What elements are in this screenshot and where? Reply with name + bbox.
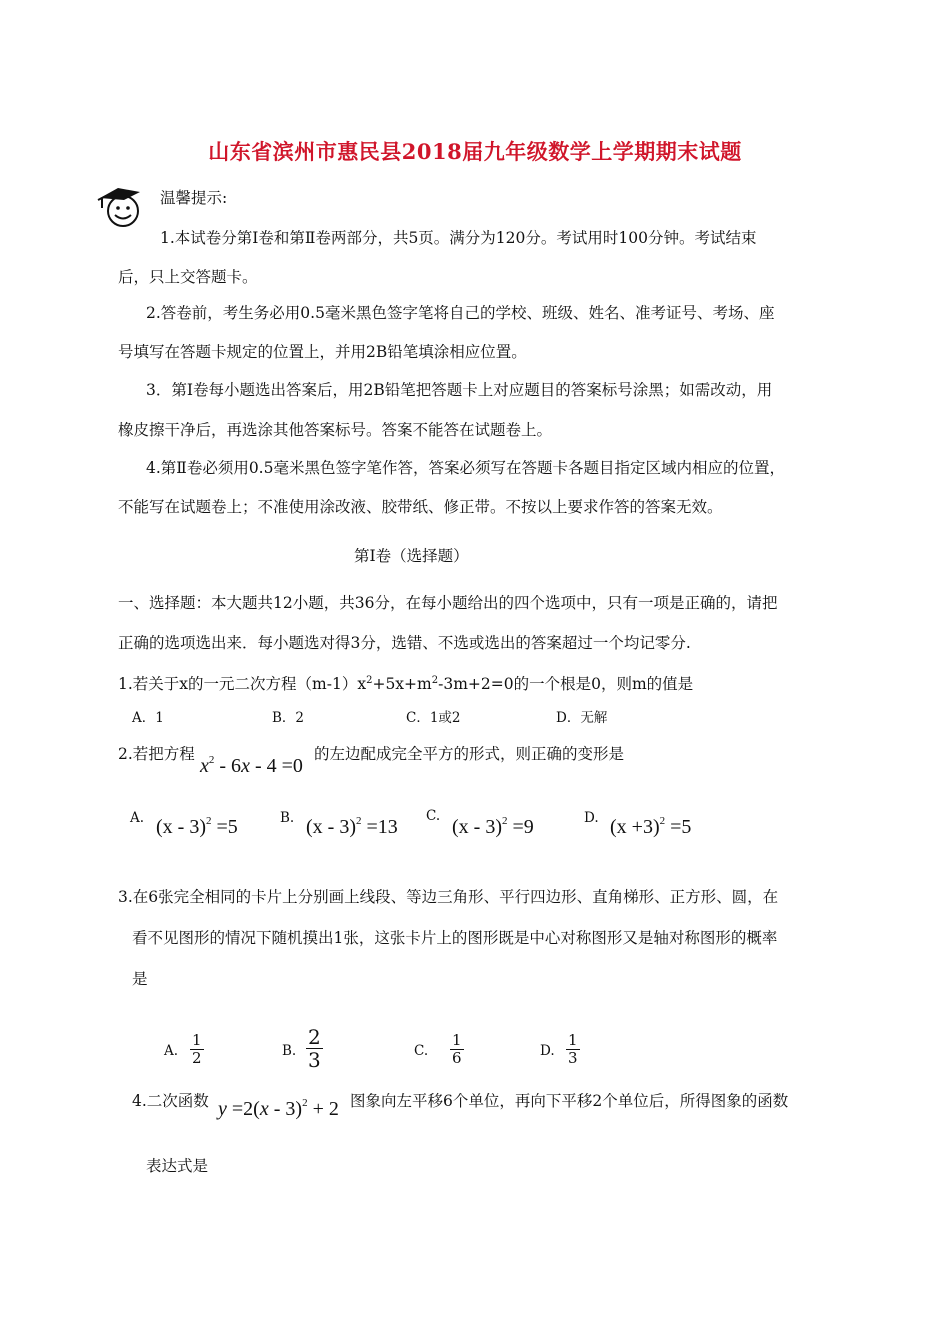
notice-item-3-line2: 橡皮擦干净后，再选涂其他答案标号。答案不能答在试题卷上。 bbox=[118, 421, 553, 439]
notice-item-1-line2: 后，只上交答题卡。 bbox=[118, 268, 258, 286]
q1-stem: 1.若关于x的一元二次方程$(m-1)x^2+5x+m^2-3m+2=0$的一个根是0，则m的值是 bbox=[118, 675, 694, 694]
q3-line1: 3.在6张完全相同的卡片上分别画上线段、等边三角形、平行四边形、直角梯形、正方形、圆，在 bbox=[118, 888, 779, 906]
q2-stem-a: 2.若把方程 bbox=[118, 745, 195, 763]
q3-line2: 看不见图形的情况下随机摸出1张，这张卡片上的图形既是中心对称图形又是轴对称图形的概率 bbox=[132, 929, 778, 947]
q3-option-d-label: D. bbox=[540, 1043, 555, 1059]
q4-line2: 表达式是 bbox=[146, 1157, 209, 1175]
part-intro-line1: 一、选择题：本大题共12小题，共36分，在每小题给出的四个选项中，只有一项是正确的，请把 bbox=[118, 594, 778, 612]
notice-item-4-line1: 4.第Ⅱ卷必须用0.5毫米黑色签字笔作答，答案必须写在答题卡各题目指定区域内相应的位置， bbox=[146, 459, 785, 477]
q2-option-c-label: C. bbox=[426, 808, 441, 824]
notice-item-3-line1: 3．第Ⅰ卷每小题选出答案后，用2B铅笔把答题卡上对应题目的答案标号涂黑；如需改动，用 bbox=[146, 381, 773, 399]
q3-line3: 是 bbox=[132, 970, 148, 988]
section-title: 第Ⅰ卷（选择题） bbox=[354, 547, 469, 565]
q4-stem-b: 图象向左平移6个单位，再向下平移2个单位后，所得图象的函数 bbox=[350, 1092, 789, 1110]
q3-option-b-label: B. bbox=[282, 1043, 297, 1059]
q1-option-a: A．1 bbox=[132, 710, 164, 726]
q2-option-d: $(x +3)^2 =5$ bbox=[610, 815, 692, 838]
q2-option-d-label: D. bbox=[584, 810, 599, 826]
notice-item-1-line1: 1.本试卷分第Ⅰ卷和第Ⅱ卷两部分，共5页。满分为120分。考试用时100分钟。考试结束 bbox=[160, 229, 757, 247]
notice-item-4-line2: 不能写在试题卷上；不准使用涂改液、胶带纸、修正带。不按以上要求作答的答案无效。 bbox=[118, 498, 723, 516]
q2-option-b: (x - 3)$^2$ =13 bbox=[306, 815, 398, 838]
q2-option-c: (x - 3)$^2$ =9 bbox=[452, 815, 534, 838]
q3-option-a-label: A. bbox=[164, 1043, 179, 1059]
q4-equation: y =2(x - 3)$^2$ + 2 bbox=[218, 1097, 339, 1120]
q2-stem-b: 的左边配成完全平方的形式，则正确的变形是 bbox=[314, 745, 625, 763]
q2-equation: $x^2 - 6x - 4 =0$ bbox=[200, 754, 303, 777]
q2-option-a-label: A. bbox=[130, 810, 145, 826]
q3-option-a: $\frac{1}{2}$ bbox=[192, 1031, 202, 1067]
notice-item-2-line1: 2.答卷前，考生务必用0.5毫米黑色签字笔将自己的学校、班级、姓名、准考证号、考场、座 bbox=[146, 304, 775, 322]
q2-option-a: (x - 3)$^2$ =5 bbox=[156, 815, 238, 838]
part-intro-line2: 正确的选项选出来．每小题选对得3分，选错、不选或选出的答案超过一个均记零分. bbox=[118, 634, 691, 652]
q4-stem-a: 4.二次函数 bbox=[132, 1092, 209, 1110]
q1-option-c: C．1或2 bbox=[406, 710, 461, 726]
q1-option-d: D．无解 bbox=[556, 710, 608, 726]
page-title: 山东省滨州市惠民县2018届九年级数学上学期期末试题 bbox=[208, 139, 742, 164]
notice-heading: 温馨提示: bbox=[160, 189, 228, 207]
q3-option-b: $\frac{2}{3}$ bbox=[308, 1025, 321, 1072]
smiley-graduate-icon bbox=[96, 184, 148, 232]
q2-option-b-label: B. bbox=[280, 810, 295, 826]
q3-option-c: $\frac{1}{6}$ bbox=[452, 1031, 462, 1067]
q3-option-d: $\frac{1}{3}$ bbox=[568, 1031, 578, 1067]
q3-option-c-label: C. bbox=[414, 1043, 429, 1059]
q1-option-b: B．2 bbox=[272, 710, 305, 726]
notice-item-2-line2: 号填写在答题卡规定的位置上，并用2B铅笔填涂相应位置。 bbox=[118, 343, 527, 361]
